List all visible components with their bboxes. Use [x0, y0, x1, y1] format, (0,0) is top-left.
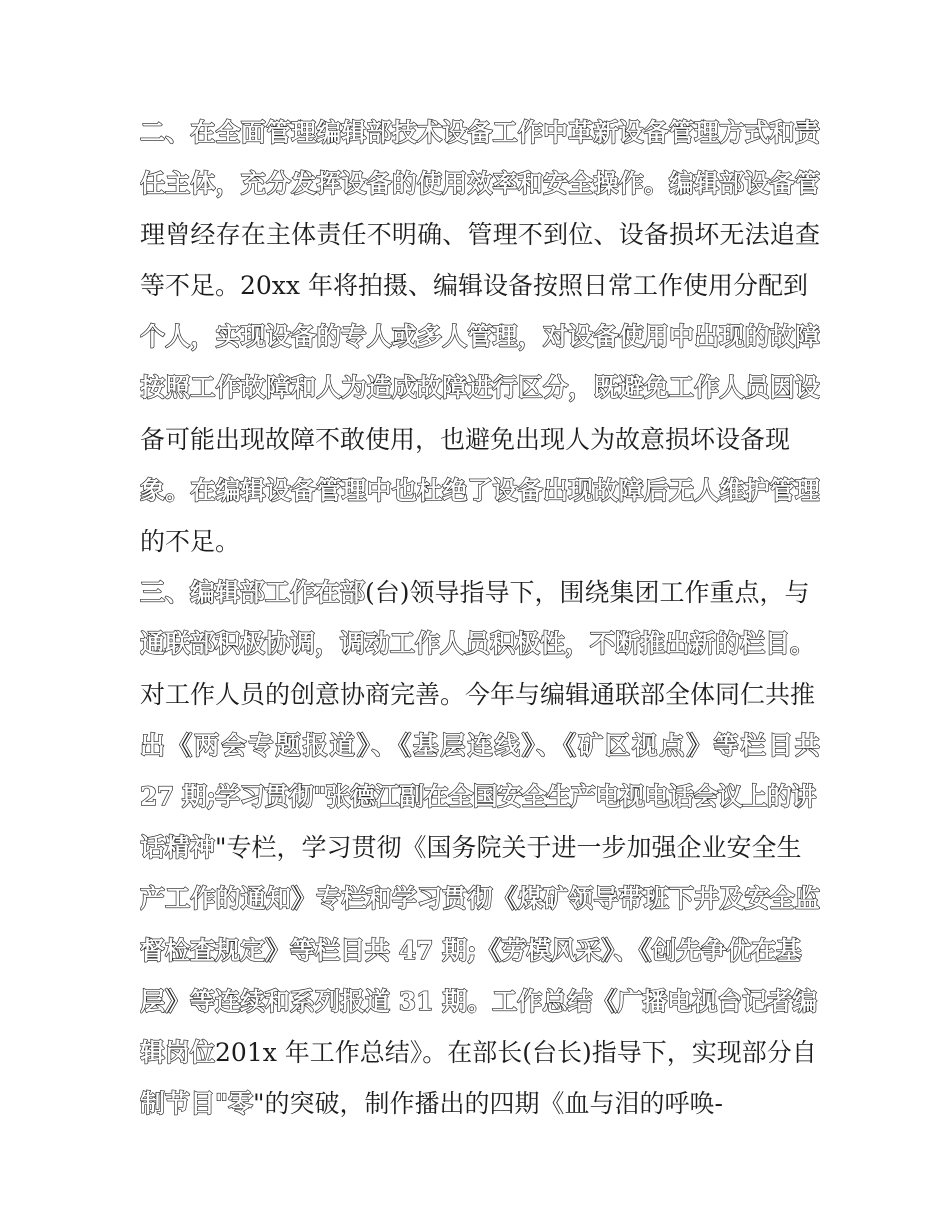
text-line — [140, 260, 820, 311]
text-line — [140, 720, 820, 771]
outlined-text-run: 个人，实现设备的专人或多人管理，对设备使用中出现的故障 — [140, 322, 820, 352]
outlined-text-run: 督检查规定》等栏目共 47 期;《劳模风采》、《创先争优在基 — [140, 935, 802, 965]
text-line — [140, 362, 820, 413]
text-run: 备可能出现故障不敢使用，也避免出现人为故意损坏设备现 — [140, 424, 791, 454]
text-line — [140, 1078, 820, 1129]
outlined-text-run: 象。在编辑设备管理中也杜绝了设备出现故障后无人维护管理 — [140, 475, 820, 505]
outlined-text-run: 辑岗位 — [140, 1037, 216, 1067]
text-line — [140, 516, 820, 567]
text-line — [140, 311, 820, 362]
outlined-text-run: 二、在全面管理编辑部技术设备工作中革新设备管理方式和责 — [140, 118, 820, 147]
outlined-text-run: 层》等连续和系列报道 31 期。工作总结《广播电视台记者编 — [140, 986, 818, 1016]
outlined-text-run: 产工作的通知》专栏和学习贯彻《煤矿领导带班下井及安全监 — [140, 884, 820, 914]
text-run: 201x 年工作总结》。在部长(台长)指导下，实现部分自 — [215, 1037, 817, 1067]
text-run: (台)领导指导下，围绕集团工作重点，与 — [365, 577, 810, 607]
outlined-text-run: 27 期;学习贯彻"张德江副在全国安全生产电视电话会议上的讲 — [140, 782, 816, 812]
text-line — [140, 158, 820, 209]
text-line — [140, 925, 820, 976]
text-line — [140, 107, 820, 158]
text-line — [140, 873, 820, 924]
outlined-text-run: 话精神 — [140, 833, 216, 863]
document-body — [140, 107, 820, 1129]
text-line — [140, 669, 820, 720]
text-run: 理曾经存在主体责任不明确、管理不到位、设备损坏无法追查 — [140, 220, 820, 250]
text-line — [140, 414, 820, 465]
text-line — [140, 567, 820, 618]
text-run: 等不足。20xx 年将拍摄、编辑设备按照日常工作使用分配到 — [140, 271, 808, 301]
outlined-text-run: 通联部积极协调，调动工作人员积极性，不断推出新的栏目。 — [140, 628, 816, 658]
text-line — [140, 209, 820, 260]
outlined-text-run: 按照工作故障和人为造成故障进行区分，既避免工作人员因设 — [140, 373, 820, 403]
text-run: 的不足。 — [140, 526, 241, 556]
text-run: "的突破，制作播出的四期《血与泪的呼唤- — [253, 1088, 723, 1118]
text-line — [140, 976, 820, 1027]
outlined-text-run: 任主体，充分发挥设备的使用效率和安全操作。编辑部设备管 — [140, 169, 820, 199]
outlined-text-run: 三、编辑部工作在部 — [140, 577, 366, 607]
text-line — [140, 465, 820, 516]
text-line — [140, 618, 820, 669]
text-line — [140, 1027, 820, 1078]
text-line — [140, 822, 820, 873]
text-line — [140, 771, 820, 822]
outlined-text-run: 制节目"零 — [140, 1088, 254, 1118]
text-run: "专栏，学习贯彻《国务院关于进一步加强企业安全生 — [215, 833, 802, 863]
outlined-text-run: 出《两会专题报道》、《基层连线》、《矿区视点》等栏目共 — [140, 731, 820, 761]
text-run: 对工作人员的创意协商完善。今年与编辑通联部全体同仁共推 — [140, 680, 816, 710]
